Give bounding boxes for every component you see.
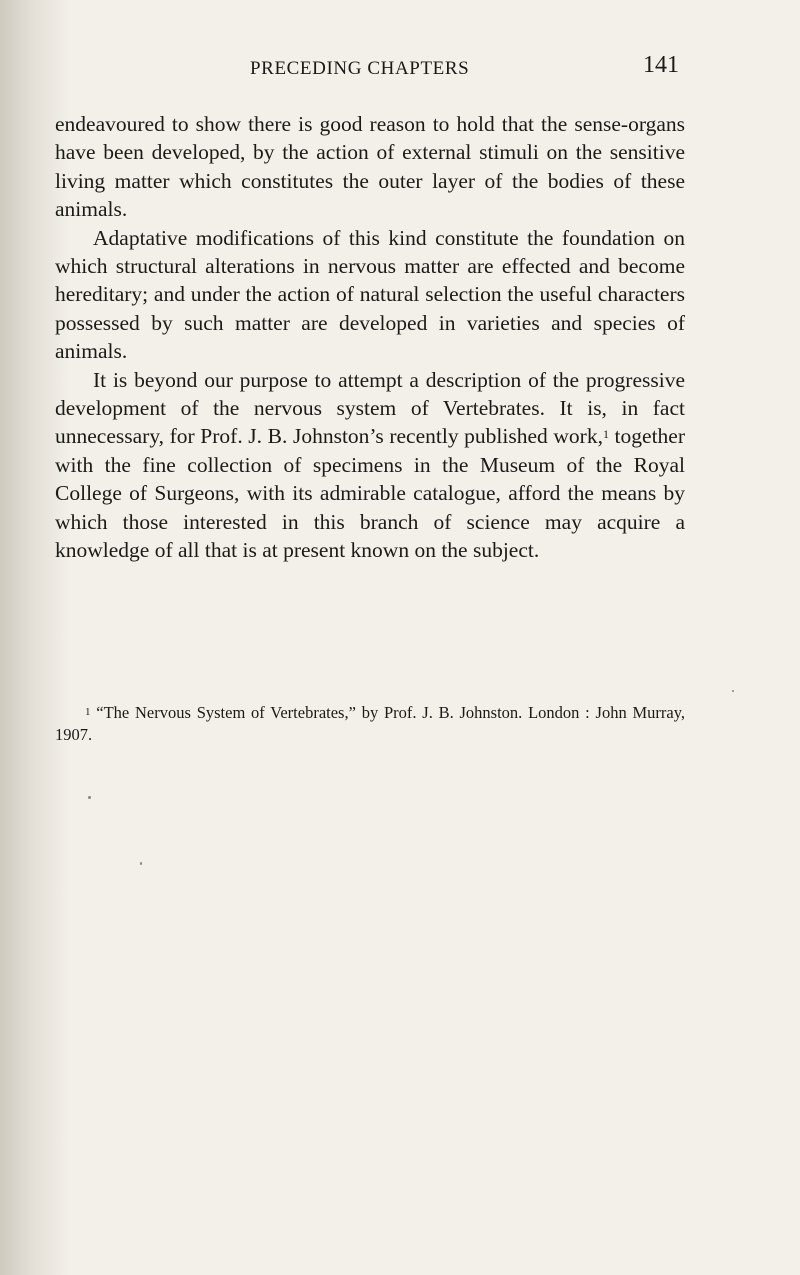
footnote-mark: 1 — [85, 706, 91, 718]
paper-speck — [732, 690, 734, 692]
paragraph-text-after-note: together with the fine collection of specimens in the Museum of the Royal College of Surgeons, with its admirable catalogue, afford the means by which those interested in this branch of science may acquire a knowledge of all that is at present known on the subject. — [55, 424, 685, 563]
paragraph-text-before-note: It is beyond our purpose to attempt a description of the progressive development of the nervous system of Vertebrates. It is, in fact unnecessary, for Prof. J. B. Johnston’s recently published work, — [55, 367, 685, 449]
footnote — [55, 702, 685, 746]
paragraph-adaptative-modifications: Adaptative modifications of this kind constitute the foundation on which structural alterations in nervous matter are effected and become hereditary; and under the action of natural selection the useful characters possessed by such matter are developed in varieties and species of animals. — [55, 225, 685, 364]
footnote-reference: 1 — [602, 427, 609, 442]
paragraph-vertebrates — [55, 366, 685, 565]
paper-speck — [140, 862, 142, 865]
paragraph-continued: endeavoured to show there is good reason to hold that the sense-organs have been developed, by the action of external stimuli on the sensitive living matter which constitutes the outer layer of the bodies of these animals. — [55, 112, 685, 222]
body-text — [55, 110, 685, 565]
page-number: 141 — [643, 52, 679, 78]
footnote-text: “The Nervous System of Vertebrates,” by Prof. J. B. Johnston. London : John Murray, 1907. — [55, 703, 685, 744]
running-head: PRECEDING CHAPTERS — [250, 58, 470, 79]
paper-speck — [88, 796, 91, 799]
